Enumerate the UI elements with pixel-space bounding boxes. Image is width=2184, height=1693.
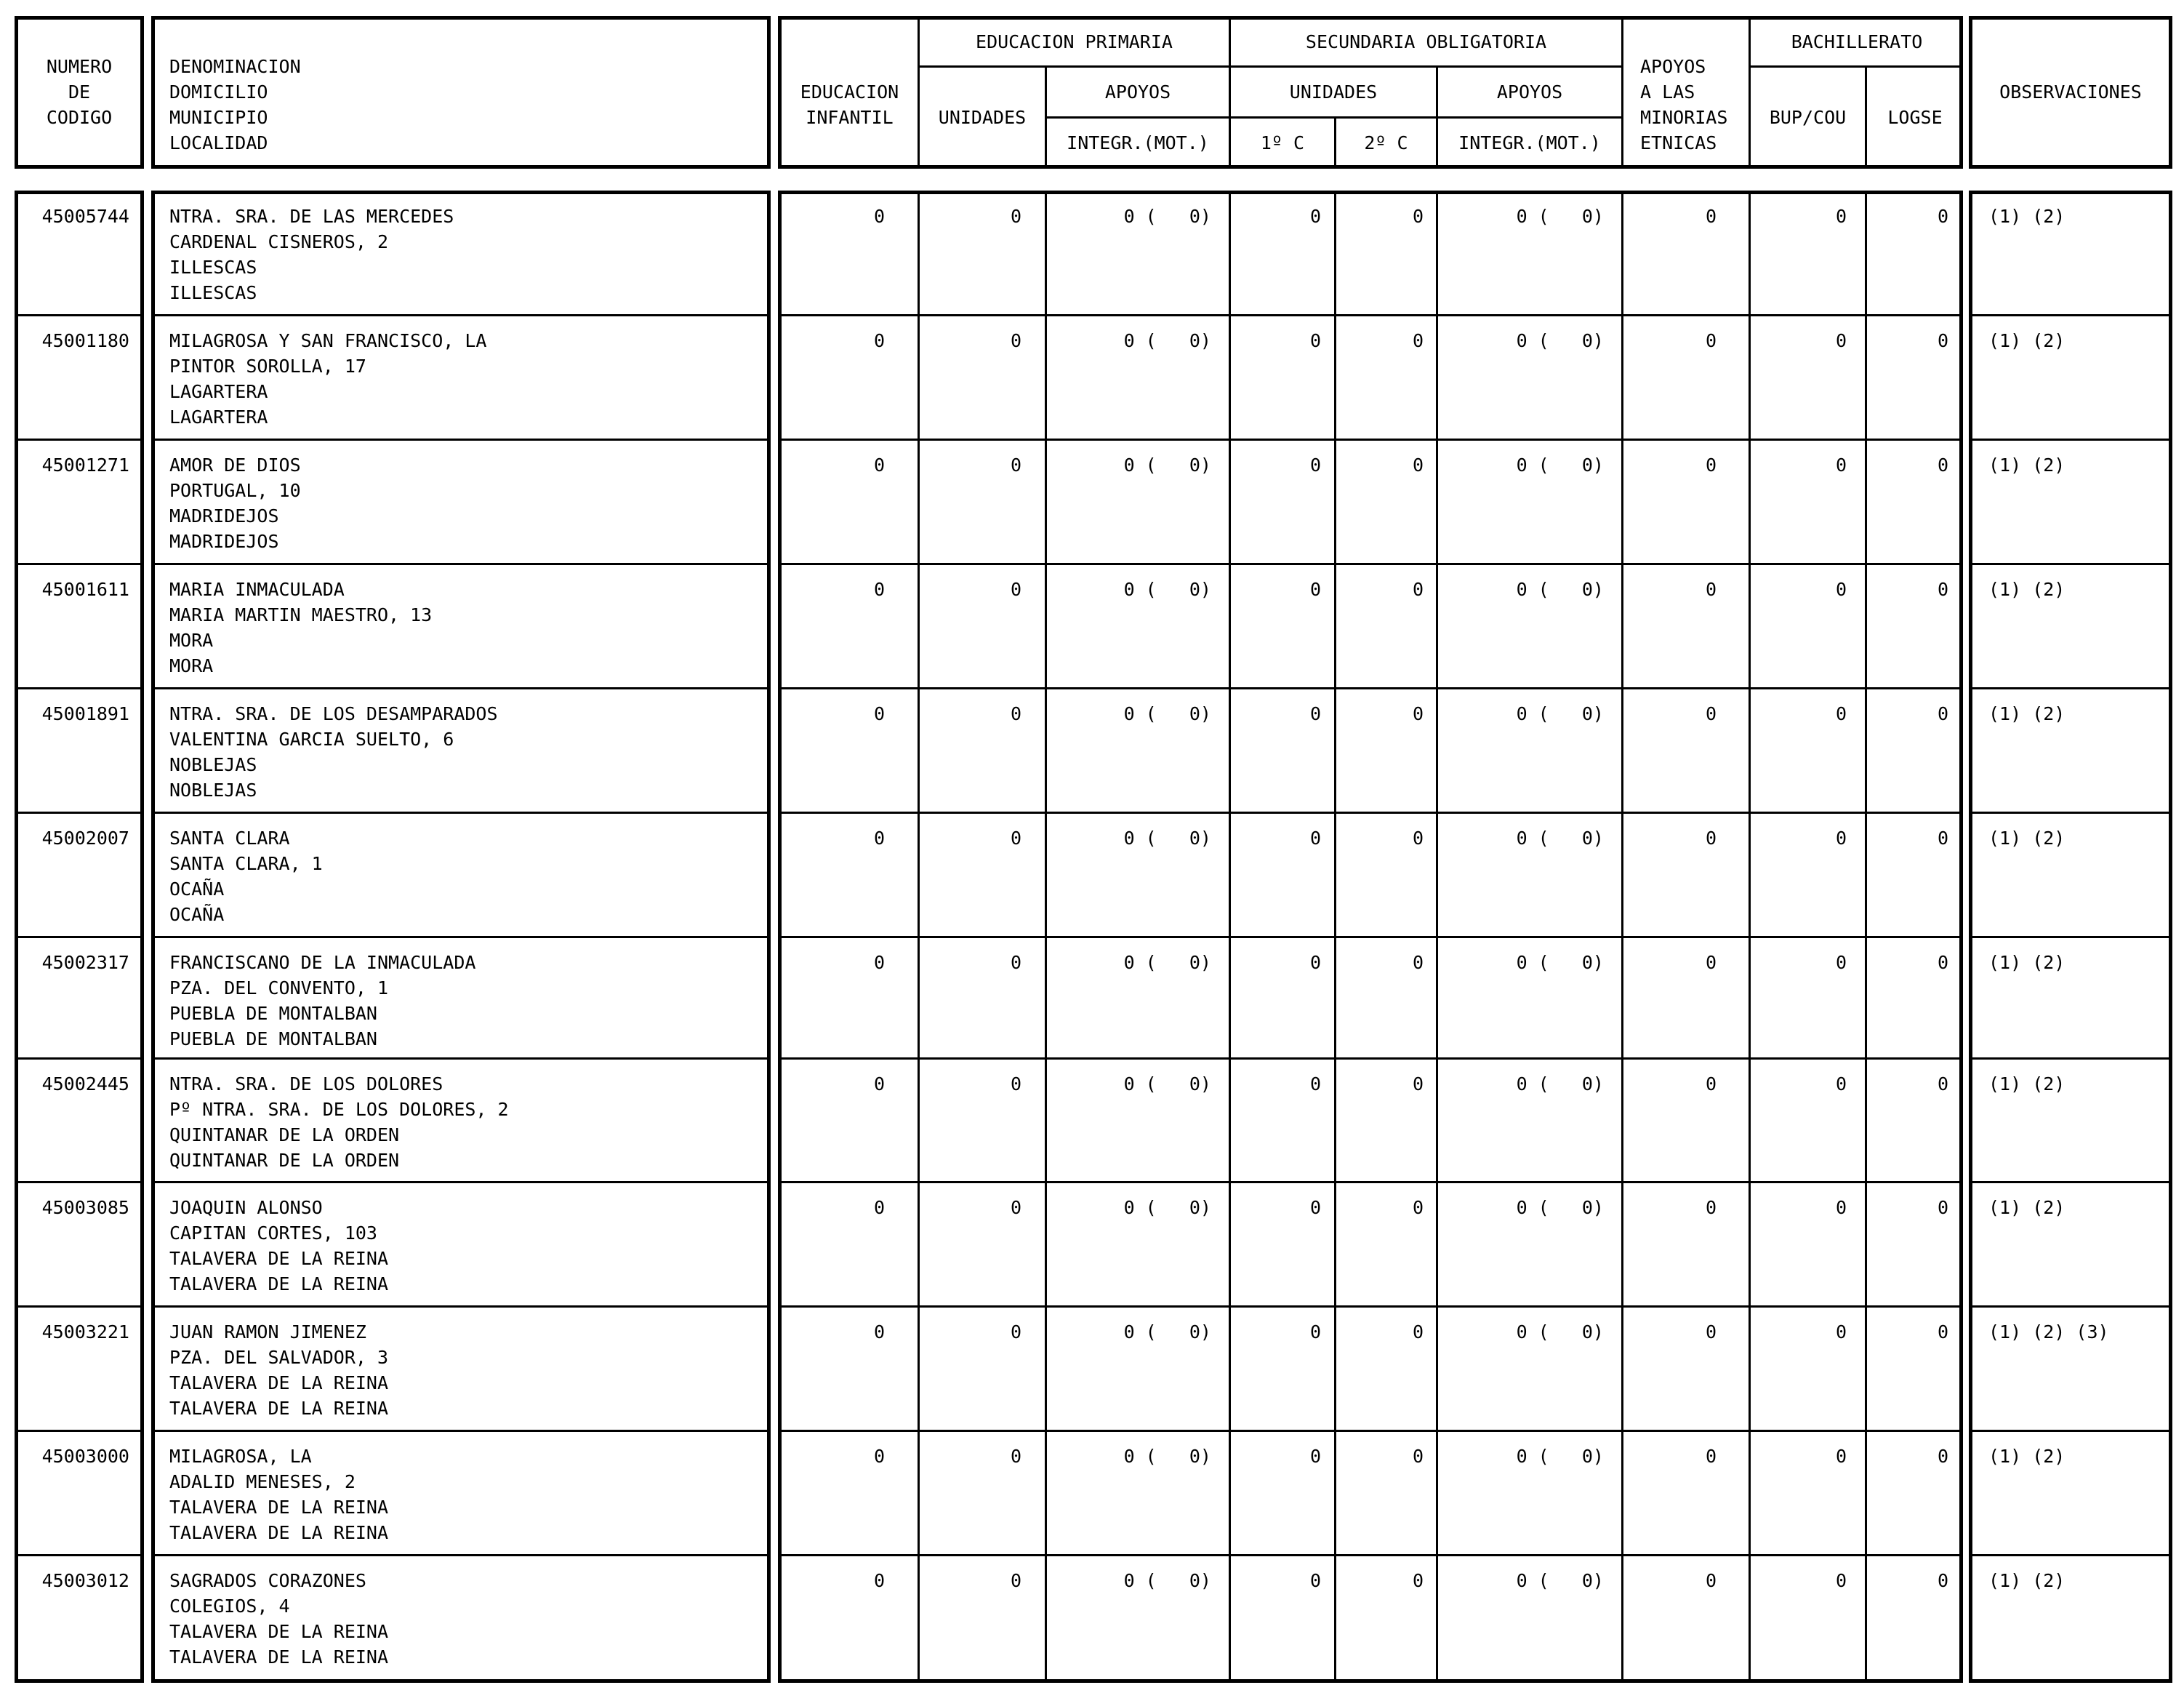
cell-name: NTRA. SRA. DE LOS DOLORES [169, 1073, 443, 1094]
header-infantil: INFANTIL [806, 107, 894, 128]
cell-sec-apoyos: 0 ( 0) [1516, 1570, 1604, 1591]
header-sec-apoyos: APOYOS [1496, 81, 1563, 103]
cell-logse: 0 [1937, 206, 1948, 227]
cell-address: MARIA MARTIN MAESTRO, 13 [169, 604, 433, 625]
header-apoyos-minorias-3: MINORIAS [1640, 107, 1728, 128]
cell-localidad: MORA [169, 655, 214, 676]
cell-minorias: 0 [1705, 1446, 1717, 1467]
cell-sec-2c: 0 [1412, 1446, 1424, 1467]
header-divider [918, 65, 1621, 68]
cell-logse: 0 [1937, 1321, 1948, 1342]
cell-address: PZA. DEL CONVENTO, 1 [169, 977, 389, 998]
cell-sec-apoyos: 0 ( 0) [1516, 206, 1604, 227]
cell-name: MILAGROSA, LA [169, 1446, 312, 1467]
cell-infantil: 0 [873, 1073, 885, 1094]
cell-minorias: 0 [1705, 703, 1717, 724]
cell-localidad: LAGARTERA [169, 407, 268, 428]
cell-infantil: 0 [873, 703, 885, 724]
cell-logse: 0 [1937, 579, 1948, 600]
header-logse: LOGSE [1887, 107, 1943, 128]
cell-name: NTRA. SRA. DE LAS MERCEDES [169, 206, 454, 227]
header-sec-unidades: UNIDADES [1289, 81, 1378, 103]
table-row [0, 191, 2184, 315]
cell-logse: 0 [1937, 1073, 1948, 1094]
cell-sec-1c: 0 [1309, 703, 1321, 724]
cell-prim-apoyos: 0 ( 0) [1123, 206, 1211, 227]
cell-prim-apoyos: 0 ( 0) [1123, 703, 1211, 724]
header-apoyos-minorias-4: ETNICAS [1640, 132, 1717, 153]
header-divider [1436, 116, 1621, 119]
cell-obs: (1) (2) [1988, 330, 2065, 351]
cell-address: SANTA CLARA, 1 [169, 853, 323, 874]
header-divider [1621, 16, 1623, 169]
cell-prim-apoyos: 0 ( 0) [1123, 952, 1211, 973]
cell-municipio: QUINTANAR DE LA ORDEN [169, 1124, 400, 1145]
cell-localidad: TALAVERA DE LA REINA [169, 1646, 389, 1668]
cell-bup: 0 [1835, 330, 1847, 351]
cell-obs: (1) (2) [1988, 1446, 2065, 1467]
cell-logse: 0 [1937, 952, 1948, 973]
cell-sec-apoyos: 0 ( 0) [1516, 828, 1604, 849]
cell-infantil: 0 [873, 206, 885, 227]
cell-code: 45001271 [41, 455, 129, 476]
cell-code: 45001891 [41, 703, 129, 724]
cell-prim-unidades: 0 [1010, 952, 1021, 973]
cell-code: 45001180 [41, 330, 129, 351]
cell-localidad: OCAÑA [169, 904, 225, 925]
cell-name: MARIA INMACULADA [169, 579, 345, 600]
cell-prim-unidades: 0 [1010, 1197, 1021, 1218]
cell-prim-unidades: 0 [1010, 828, 1021, 849]
cell-obs: (1) (2) [1988, 1197, 2065, 1218]
cell-obs: (1) (2) [1988, 1073, 2065, 1094]
cell-code: 45005744 [41, 206, 129, 227]
table-row [0, 1430, 2184, 1555]
cell-minorias: 0 [1705, 1321, 1717, 1342]
cell-infantil: 0 [873, 1446, 885, 1467]
cell-sec-1c: 0 [1309, 1321, 1321, 1342]
cell-bup: 0 [1835, 703, 1847, 724]
cell-municipio: LAGARTERA [169, 381, 268, 402]
cell-municipio: PUEBLA DE MONTALBAN [169, 1003, 377, 1024]
cell-prim-unidades: 0 [1010, 1570, 1021, 1591]
cell-minorias: 0 [1705, 579, 1717, 600]
cell-minorias: 0 [1705, 206, 1717, 227]
cell-sec-2c: 0 [1412, 1197, 1424, 1218]
cell-prim-apoyos: 0 ( 0) [1123, 579, 1211, 600]
cell-localidad: QUINTANAR DE LA ORDEN [169, 1150, 400, 1171]
cell-logse: 0 [1937, 1197, 1948, 1218]
cell-logse: 0 [1937, 828, 1948, 849]
cell-prim-apoyos: 0 ( 0) [1123, 330, 1211, 351]
cell-sec-apoyos: 0 ( 0) [1516, 703, 1604, 724]
header-prim-unidades: UNIDADES [938, 107, 1027, 128]
cell-prim-apoyos: 0 ( 0) [1123, 1570, 1211, 1591]
header-de: DE [68, 81, 91, 103]
cell-prim-unidades: 0 [1010, 206, 1021, 227]
cell-address: PORTUGAL, 10 [169, 480, 301, 501]
cell-logse: 0 [1937, 703, 1948, 724]
cell-address: Pº NTRA. SRA. DE LOS DOLORES, 2 [169, 1099, 509, 1120]
table-row [0, 1182, 2184, 1306]
cell-sec-2c: 0 [1412, 579, 1424, 600]
cell-infantil: 0 [873, 828, 885, 849]
cell-prim-apoyos: 0 ( 0) [1123, 828, 1211, 849]
table-row [0, 1058, 2184, 1182]
cell-address: ADALID MENESES, 2 [169, 1471, 356, 1492]
cell-sec-1c: 0 [1309, 330, 1321, 351]
cell-sec-apoyos: 0 ( 0) [1516, 579, 1604, 600]
cell-localidad: ILLESCAS [169, 282, 257, 303]
cell-prim-unidades: 0 [1010, 1446, 1021, 1467]
header-prim-integr: INTEGR.(MOT.) [1067, 132, 1209, 153]
cell-localidad: TALAVERA DE LA REINA [169, 1273, 389, 1294]
cell-code: 45003221 [41, 1321, 129, 1342]
cell-infantil: 0 [873, 579, 885, 600]
header-sec-2c: 2º C [1364, 132, 1408, 153]
cell-sec-apoyos: 0 ( 0) [1516, 330, 1604, 351]
cell-municipio: OCAÑA [169, 878, 225, 900]
cell-minorias: 0 [1705, 455, 1717, 476]
cell-municipio: MADRIDEJOS [169, 505, 279, 527]
header-secundaria-obligatoria: SECUNDARIA OBLIGATORIA [1305, 31, 1547, 52]
header-bachillerato: BACHILLERATO [1791, 31, 1923, 52]
cell-bup: 0 [1835, 206, 1847, 227]
cell-name: JUAN RAMON JIMENEZ [169, 1321, 366, 1342]
table-row [0, 439, 2184, 564]
header-educacion: EDUCACION [800, 81, 899, 103]
table-row [0, 812, 2184, 937]
cell-municipio: TALAVERA DE LA REINA [169, 1248, 389, 1269]
cell-sec-apoyos: 0 ( 0) [1516, 1321, 1604, 1342]
cell-address: PINTOR SOROLLA, 17 [169, 356, 366, 377]
cell-logse: 0 [1937, 1446, 1948, 1467]
cell-sec-2c: 0 [1412, 1073, 1424, 1094]
cell-infantil: 0 [873, 952, 885, 973]
cell-prim-unidades: 0 [1010, 1073, 1021, 1094]
cell-bup: 0 [1835, 1197, 1847, 1218]
header-prim-apoyos: APOYOS [1104, 81, 1171, 103]
cell-code: 45001611 [41, 579, 129, 600]
cell-municipio: MORA [169, 630, 214, 651]
cell-address: CARDENAL CISNEROS, 2 [169, 231, 389, 252]
cell-address: PZA. DEL SALVADOR, 3 [169, 1347, 389, 1368]
cell-minorias: 0 [1705, 1073, 1717, 1094]
cell-code: 45002007 [41, 828, 129, 849]
cell-obs: (1) (2) [1988, 703, 2065, 724]
cell-obs: (1) (2) [1988, 455, 2065, 476]
cell-sec-2c: 0 [1412, 1570, 1424, 1591]
cell-bup: 0 [1835, 579, 1847, 600]
cell-obs: (1) (2) (3) [1988, 1321, 2109, 1342]
cell-minorias: 0 [1705, 828, 1717, 849]
cell-minorias: 0 [1705, 1197, 1717, 1218]
cell-code: 45002445 [41, 1073, 129, 1094]
cell-name: MILAGROSA Y SAN FRANCISCO, LA [169, 330, 487, 351]
cell-infantil: 0 [873, 455, 885, 476]
cell-name: SAGRADOS CORAZONES [169, 1570, 366, 1591]
cell-sec-1c: 0 [1309, 579, 1321, 600]
cell-logse: 0 [1937, 455, 1948, 476]
cell-localidad: TALAVERA DE LA REINA [169, 1398, 389, 1419]
header-localidad: LOCALIDAD [169, 132, 268, 153]
cell-bup: 0 [1835, 1321, 1847, 1342]
cell-prim-unidades: 0 [1010, 455, 1021, 476]
header-observaciones: OBSERVACIONES [1999, 81, 2142, 103]
cell-obs: (1) (2) [1988, 828, 2065, 849]
cell-sec-apoyos: 0 ( 0) [1516, 1197, 1604, 1218]
cell-minorias: 0 [1705, 1570, 1717, 1591]
cell-address: COLEGIOS, 4 [169, 1596, 290, 1617]
header-sec-integr: INTEGR.(MOT.) [1458, 132, 1601, 153]
cell-prim-apoyos: 0 ( 0) [1123, 1446, 1211, 1467]
cell-prim-unidades: 0 [1010, 579, 1021, 600]
header-domicilio: DOMICILIO [169, 81, 268, 103]
cell-code: 45003000 [41, 1446, 129, 1467]
cell-bup: 0 [1835, 828, 1847, 849]
cell-municipio: TALAVERA DE LA REINA [169, 1497, 389, 1518]
cell-sec-1c: 0 [1309, 1197, 1321, 1218]
cell-sec-1c: 0 [1309, 1073, 1321, 1094]
cell-sec-1c: 0 [1309, 206, 1321, 227]
cell-sec-1c: 0 [1309, 1446, 1321, 1467]
cell-prim-unidades: 0 [1010, 1321, 1021, 1342]
cell-sec-2c: 0 [1412, 952, 1424, 973]
cell-sec-apoyos: 0 ( 0) [1516, 1073, 1604, 1094]
header-numero: NUMERO [46, 56, 113, 77]
header-bup-cou: BUP/COU [1769, 107, 1847, 128]
header-codigo: CODIGO [46, 107, 113, 128]
cell-bup: 0 [1835, 1073, 1847, 1094]
cell-municipio: NOBLEJAS [169, 754, 257, 775]
cell-bup: 0 [1835, 952, 1847, 973]
table-row [0, 937, 2184, 1058]
cell-name: SANTA CLARA [169, 828, 290, 849]
cell-sec-apoyos: 0 ( 0) [1516, 952, 1604, 973]
cell-logse: 0 [1937, 330, 1948, 351]
cell-sec-2c: 0 [1412, 828, 1424, 849]
cell-name: AMOR DE DIOS [169, 455, 301, 476]
cell-infantil: 0 [873, 330, 885, 351]
cell-infantil: 0 [873, 1570, 885, 1591]
header-divider [1749, 65, 1963, 68]
cell-sec-1c: 0 [1309, 455, 1321, 476]
table-row [0, 1306, 2184, 1430]
cell-minorias: 0 [1705, 952, 1717, 973]
cell-name: NTRA. SRA. DE LOS DESAMPARADOS [169, 703, 498, 724]
cell-prim-apoyos: 0 ( 0) [1123, 455, 1211, 476]
cell-sec-2c: 0 [1412, 330, 1424, 351]
cell-sec-2c: 0 [1412, 1321, 1424, 1342]
cell-sec-1c: 0 [1309, 952, 1321, 973]
cell-address: CAPITAN CORTES, 103 [169, 1222, 377, 1244]
cell-sec-2c: 0 [1412, 703, 1424, 724]
cell-sec-apoyos: 0 ( 0) [1516, 455, 1604, 476]
cell-sec-2c: 0 [1412, 206, 1424, 227]
cell-localidad: MADRIDEJOS [169, 531, 279, 552]
cell-localidad: NOBLEJAS [169, 780, 257, 801]
cell-localidad: PUEBLA DE MONTALBAN [169, 1028, 377, 1049]
header-sec-1c: 1º C [1260, 132, 1305, 153]
cell-municipio: TALAVERA DE LA REINA [169, 1621, 389, 1642]
cell-code: 45002317 [41, 952, 129, 973]
table-row [0, 564, 2184, 688]
cell-prim-apoyos: 0 ( 0) [1123, 1197, 1211, 1218]
cell-sec-1c: 0 [1309, 828, 1321, 849]
cell-obs: (1) (2) [1988, 206, 2065, 227]
cell-infantil: 0 [873, 1321, 885, 1342]
header-educacion-primaria: EDUCACION PRIMARIA [976, 31, 1173, 52]
cell-logse: 0 [1937, 1570, 1948, 1591]
header-apoyos-minorias-2: A LAS [1640, 81, 1695, 103]
cell-bup: 0 [1835, 1570, 1847, 1591]
header-denominacion: DENOMINACION [169, 56, 301, 77]
header-divider [1045, 116, 1436, 119]
header-apoyos-minorias-1: APOYOS [1640, 56, 1706, 77]
table-row [0, 1555, 2184, 1683]
cell-municipio: ILLESCAS [169, 257, 257, 278]
cell-municipio: TALAVERA DE LA REINA [169, 1372, 389, 1393]
table-row [0, 688, 2184, 812]
cell-bup: 0 [1835, 1446, 1847, 1467]
cell-localidad: TALAVERA DE LA REINA [169, 1522, 389, 1543]
cell-sec-2c: 0 [1412, 455, 1424, 476]
cell-prim-unidades: 0 [1010, 330, 1021, 351]
cell-name: JOAQUIN ALONSO [169, 1197, 323, 1218]
cell-obs: (1) (2) [1988, 1570, 2065, 1591]
cell-sec-apoyos: 0 ( 0) [1516, 1446, 1604, 1467]
header-municipio: MUNICIPIO [169, 107, 268, 128]
cell-minorias: 0 [1705, 330, 1717, 351]
cell-prim-apoyos: 0 ( 0) [1123, 1073, 1211, 1094]
cell-bup: 0 [1835, 455, 1847, 476]
cell-obs: (1) (2) [1988, 952, 2065, 973]
cell-code: 45003085 [41, 1197, 129, 1218]
cell-name: FRANCISCANO DE LA INMACULADA [169, 952, 476, 973]
table-row [0, 315, 2184, 439]
cell-infantil: 0 [873, 1197, 885, 1218]
cell-prim-apoyos: 0 ( 0) [1123, 1321, 1211, 1342]
cell-sec-1c: 0 [1309, 1570, 1321, 1591]
cell-address: VALENTINA GARCIA SUELTO, 6 [169, 729, 454, 750]
cell-obs: (1) (2) [1988, 579, 2065, 600]
cell-prim-unidades: 0 [1010, 703, 1021, 724]
cell-code: 45003012 [41, 1570, 129, 1591]
